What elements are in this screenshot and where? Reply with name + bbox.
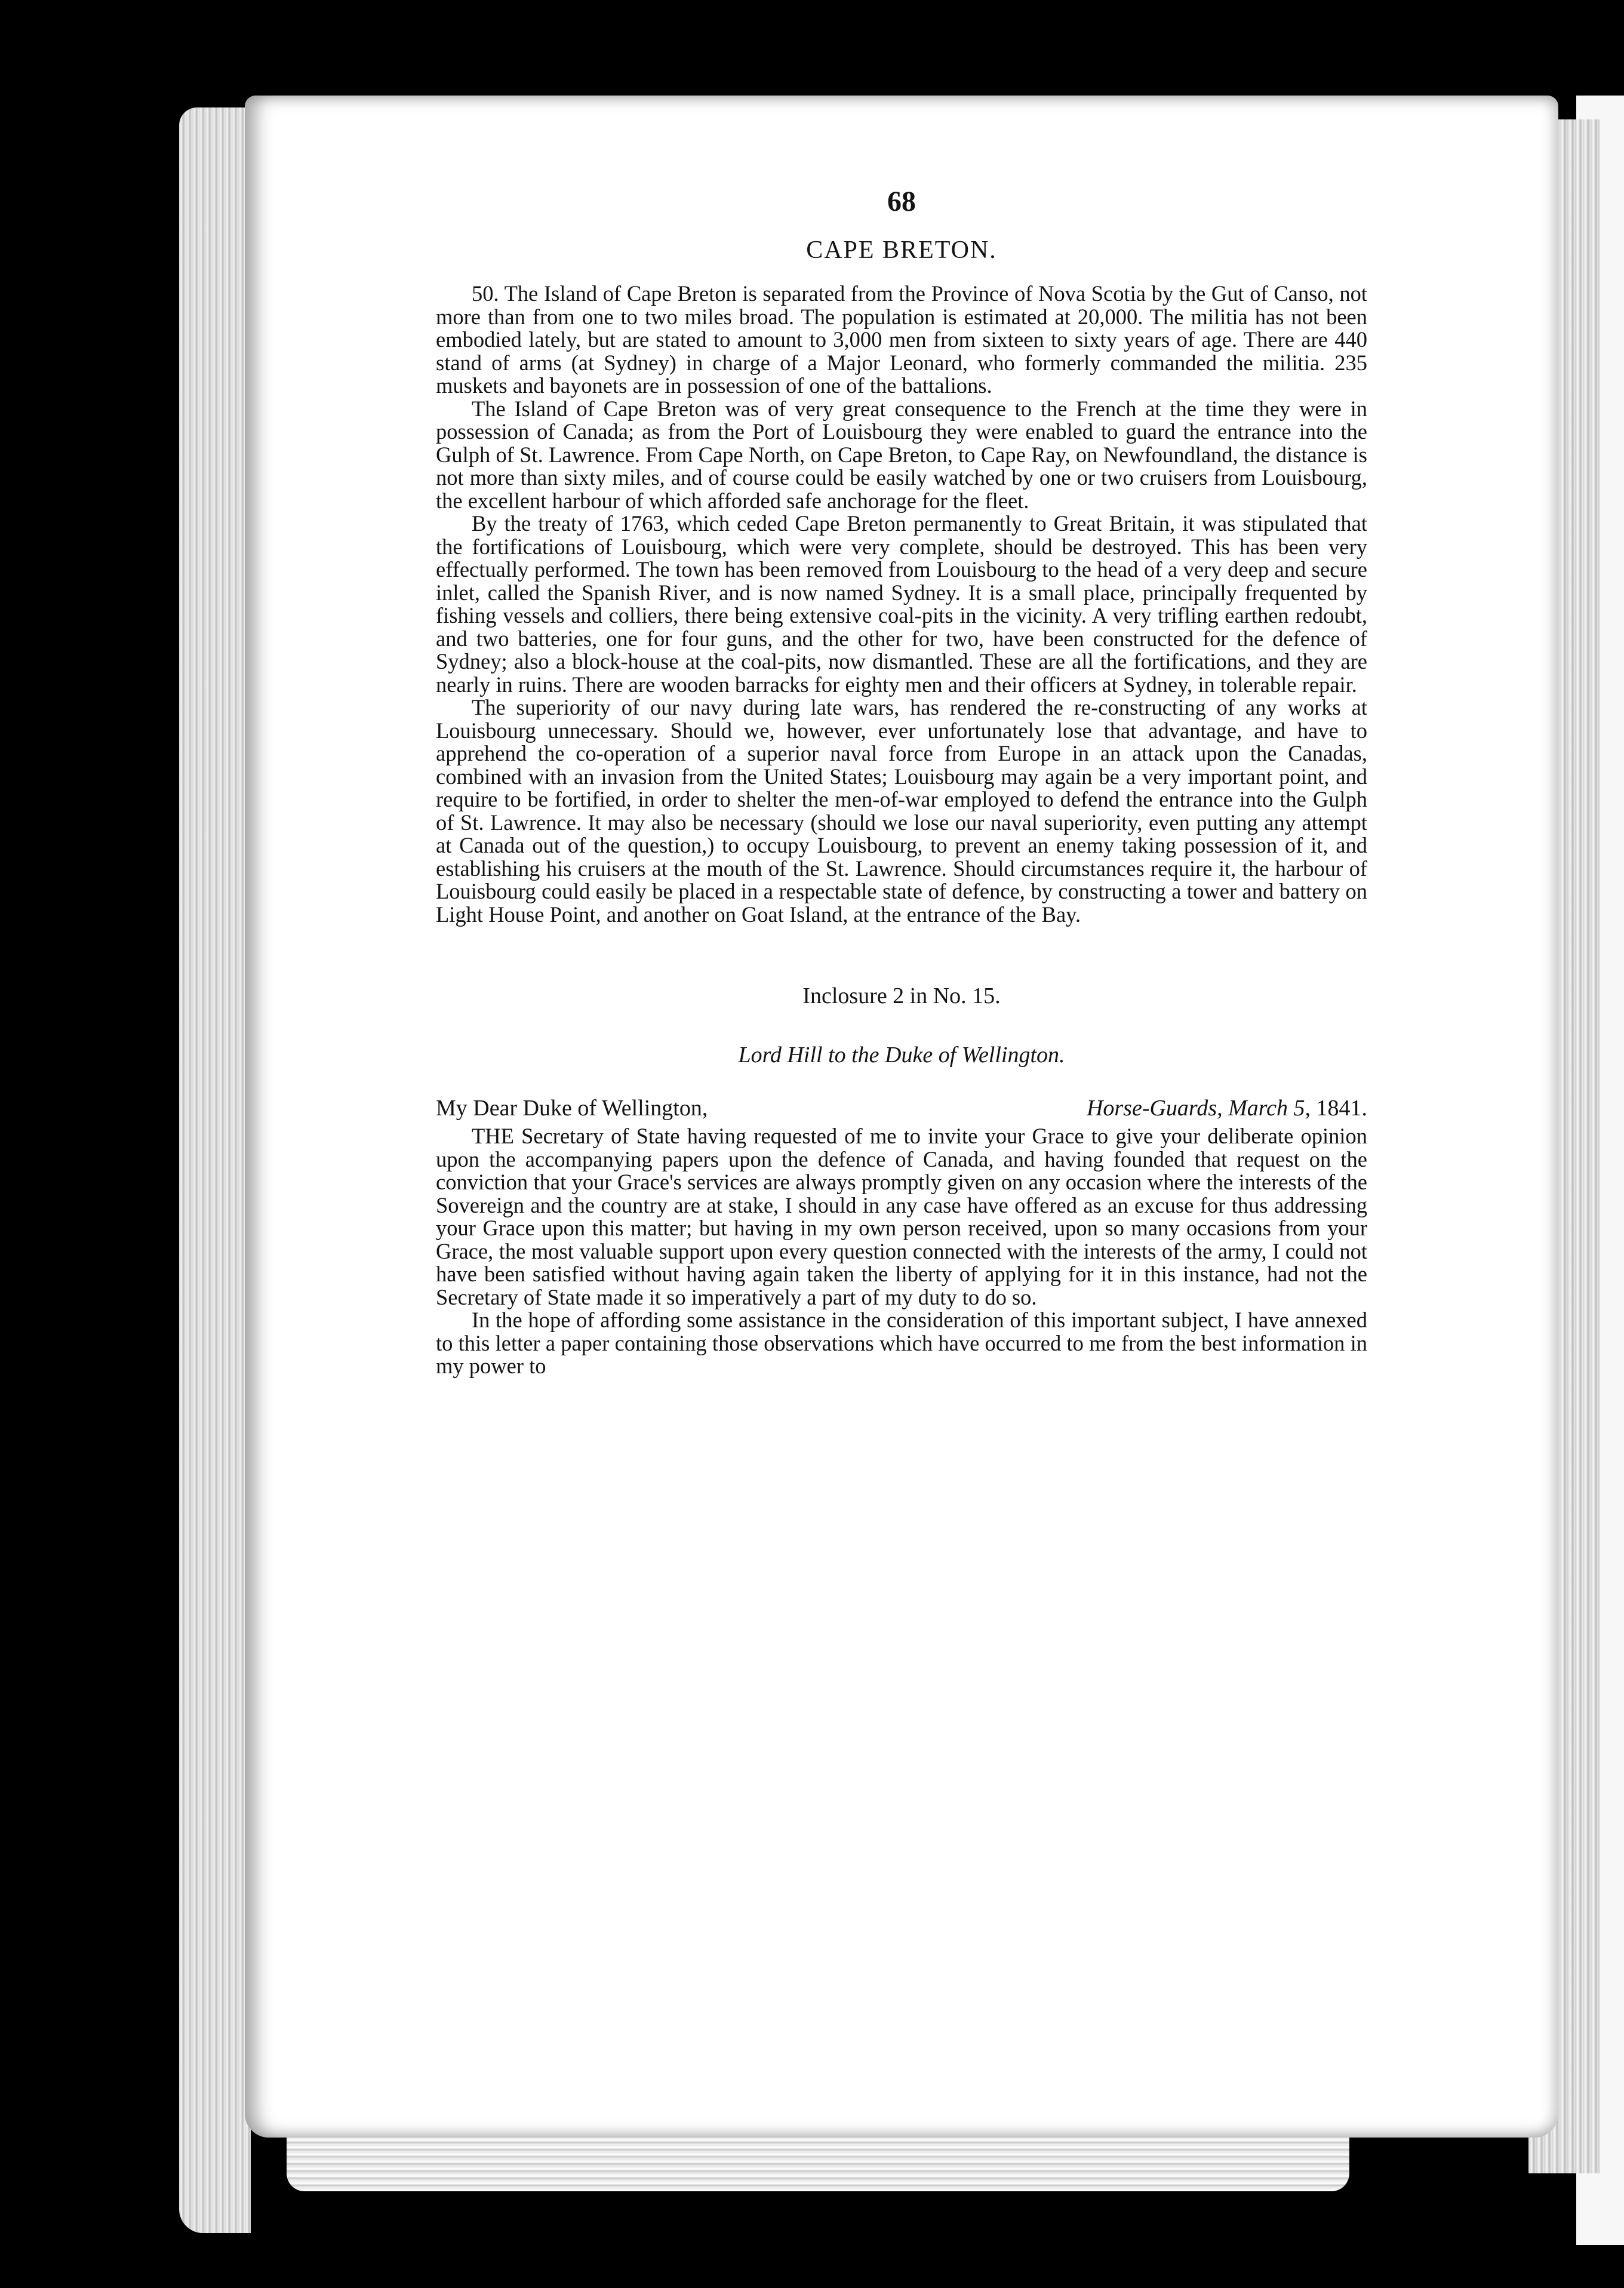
book-page-edges-left <box>179 107 251 2233</box>
salutation: My Dear Duke of Wellington, <box>436 1096 708 1121</box>
dateline-year: 1841. <box>1316 1096 1367 1121</box>
paragraph-4: The superiority of our navy during late wars, has rendered the re-constructing of any works at Louisbourg unnecessary. Should we, however, ever unfortunately lose that advantage, and have to apprehend the co-operation of a superior naval force from Europe in an attack upon the Canadas, combined with an invasion from the United States; Louisbourg may again be a very important point, and require to be fortified, in order to shelter the men-of-war employed to defend the entrance into the Gulph of St. Lawrence. It may also be necessary (should we lose our naval superiority, even putting any attempt at Canada out of the question,) to occupy Louisbourg, to prevent an enemy taking possession of it, and establishing his cruisers at the mouth of the St. Lawrence. Should circumstances require it, the harbour of Louisbourg could easily be placed in a respectable state of defence, by constructing a tower and battery on Light House Point, and another on Goat Island, at the entrance of the Bay. <box>436 695 1367 927</box>
salutation-row <box>436 1095 1367 1121</box>
book-page <box>245 96 1558 2138</box>
enclosure-title: Inclosure 2 in No. 15. <box>802 983 1001 1008</box>
paragraph-1: 50. The Island of Cape Breton is separated from the Province of Nova Scotia by the Gut of Canso, not more than from one to two miles broad. The population is estimated at 20,000. The militia has not been embodied lately, but are stated to amount to 3,000 men from sixteen to sixty years of age. There are 440 stand of arms (at Sydney) in charge of a Major Leonard, who formerly commanded the militia. 235 muskets and bayonets are in possession of one of the battalions. <box>436 281 1367 398</box>
letter-title: Lord Hill to the Duke of Wellington. <box>738 1042 1065 1068</box>
section-title: CAPE BRETON. <box>806 236 997 264</box>
paragraph-2: The Island of Cape Breton was of very great consequence to the French at the time they were in possession of Canada; as from the Port of Louisbourg they were enabled to guard the entrance into the Gulph of St. Lawrence. From Cape North, on Cape Breton, to Cape Ray, on Newfoundland, the distance is not more than sixty miles, and of course could be easily watched by one or two cruisers from Louisbourg, the excellent harbour of which afforded safe anchorage for the fleet. <box>436 396 1367 513</box>
dateline-place: Horse-Guards, March 5, <box>1086 1096 1311 1121</box>
letter-paragraph-2: In the hope of affording some assistance in the consideration of this important subject, I have annexed to this letter a paper containing those observations which have occurred to me from the best information in my power to <box>436 1308 1367 1378</box>
page-content <box>436 185 1367 1378</box>
letter-paragraph-1: THE Secretary of State having requested of me to invite your Grace to give your deliberate opinion upon the accompanying papers upon the defence of Canada, and having founded that request on the conviction that your Grace's services are always promptly given on any occasion where the interests of the Sovereign and the country are at stake, I should in any case have offered as an excuse for thus addressing your Grace upon this matter; but having in my own person received, upon so many occasions from your Grace, the most valuable support upon every question connected with the interests of the army, I could not have been satisfied without having again taken the liberty of applying for it in this instance, had not the Secretary of State made it so imperatively a part of my duty to do so. <box>436 1124 1367 1309</box>
dateline <box>1087 1095 1367 1121</box>
paragraph-3: By the treaty of 1763, which ceded Cape Breton permanently to Great Britain, it was stipulated that the fortifications of Louisbourg, which were very complete, should be destroyed. This has been very effectually performed. The town has been removed from Louisbourg to the head of a very deep and secure inlet, called the Spanish River, and is now named Sydney. It is a small place, principally frequented by fishing vessels and colliers, there being extensive coal-pits in the vicinity. A very trifling earthen redoubt, and two batteries, one for four guns, and the other for two, have been constructed for the defence of Sydney; also a block-house at the coal-pits, now dismantled. These are all the fortifications, and they are nearly in ruins. There are wooden barracks for eighty men and their officers at Sydney, in tolerable repair. <box>436 511 1367 697</box>
page-number: 68 <box>887 186 916 217</box>
